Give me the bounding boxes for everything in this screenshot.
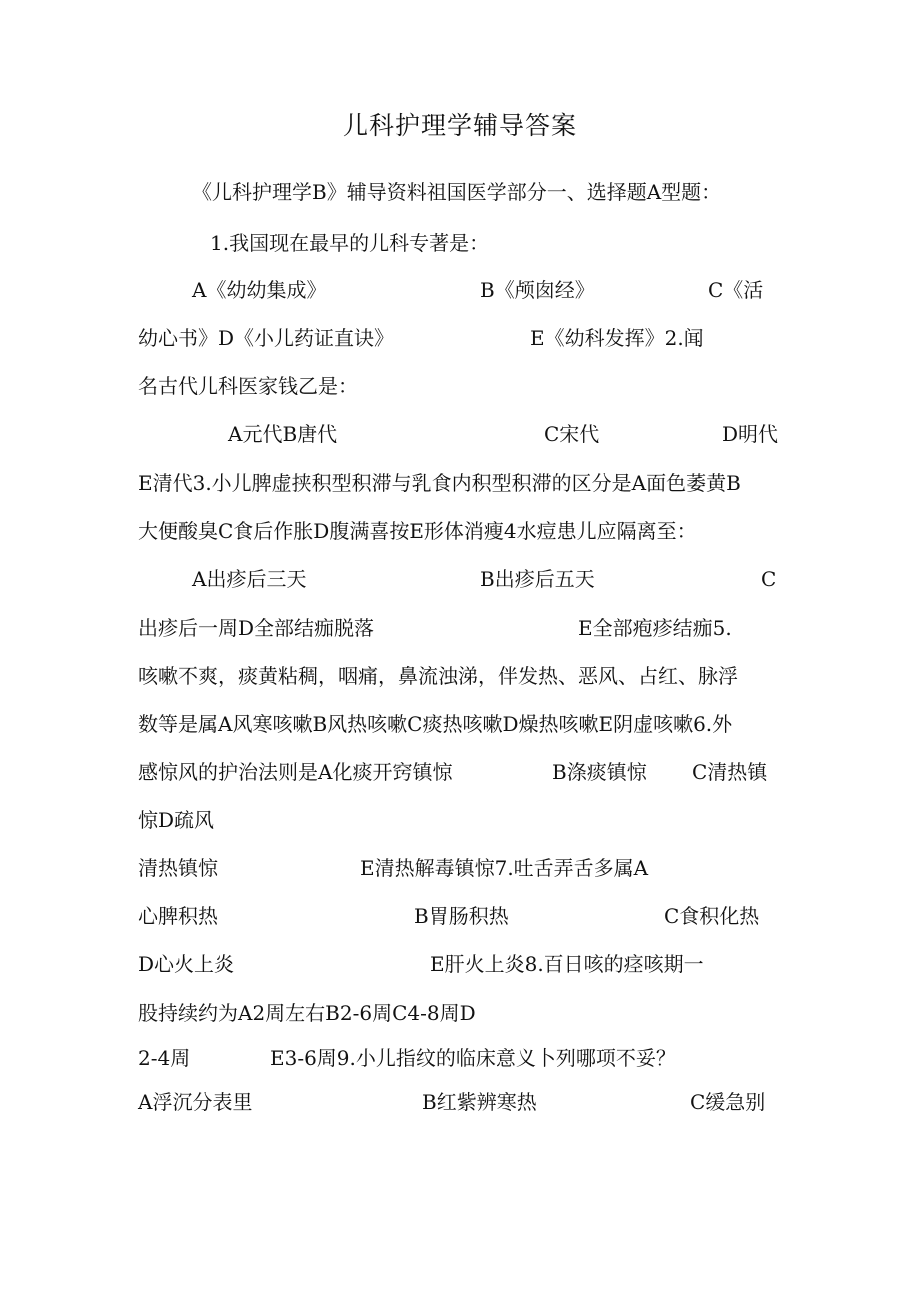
text-segment: 大便酸臭C食后作胀D腹满喜按E形体消瘦4水痘患儿应隔离至： — [138, 519, 697, 543]
text-segment: C — [761, 567, 777, 591]
text-line-4 — [0, 320, 920, 356]
text-segment: E清代3.小儿脾虚挟积型积滞与乳食内积型积滞的区分是A面色萎黄B — [138, 471, 741, 495]
text-line-19 — [0, 1040, 920, 1076]
text-line-13 — [0, 754, 920, 790]
text-line-20 — [0, 1084, 920, 1120]
text-segment: 惊D疏风 — [138, 808, 215, 832]
text-segment: B出疹后五天 — [480, 567, 595, 591]
text-line-18 — [0, 995, 920, 1031]
text-segment: B胃肠积热 — [414, 904, 509, 928]
text-segment: C清热镇 — [692, 760, 768, 784]
text-segment: 1.我国现在最早的儿科专著是： — [210, 231, 490, 255]
text-segment: B涤痰镇惊 — [552, 760, 647, 784]
text-segment: D明代 — [722, 422, 779, 446]
text-line-14 — [0, 802, 920, 838]
text-line-6 — [0, 416, 920, 452]
text-segment: C《活 — [708, 278, 764, 302]
text-segment: B红紫辨寒热 — [422, 1090, 537, 1114]
text-segment: 咳嗽不爽，痰黄粘稠，咽痛，鼻流浊涕，伴发热、恶风、占红、脉浮 — [138, 664, 738, 688]
text-segment: A《幼幼集成》 — [192, 278, 327, 302]
text-segment: A浮沉分表里 — [138, 1090, 253, 1114]
text-segment: 幼心书》D《小儿药证直诀》 — [138, 326, 395, 350]
text-segment: 《儿科护理学B》辅导资料祖国医学部分一、选择题A型题： — [192, 180, 722, 204]
text-line-2 — [0, 225, 920, 261]
text-line-10 — [0, 610, 920, 646]
text-segment: E3-6周9.小儿指纹的临床意义卜列哪项不妥？ — [270, 1046, 676, 1070]
text-segment: E肝火上炎8.百日咳的痉咳期一 — [430, 952, 704, 976]
text-segment: 感惊风的护治法则是A化痰开窍镇惊 — [138, 760, 453, 784]
text-line-12 — [0, 706, 920, 742]
text-line-1 — [0, 174, 920, 210]
text-segment: D心火上炎 — [138, 952, 235, 976]
text-segment: 出疹后一周D全部结痂脱落 — [138, 616, 375, 640]
text-segment: 名古代儿科医家钱乙是： — [138, 374, 358, 398]
text-line-17 — [0, 946, 920, 982]
text-segment: A元代B唐代 — [228, 422, 338, 446]
text-segment: C缓急别 — [690, 1090, 766, 1114]
text-line-11 — [0, 658, 920, 694]
text-segment: E全部疱疹结痂5. — [578, 616, 732, 640]
text-line-15 — [0, 850, 920, 886]
text-line-5 — [0, 368, 920, 404]
text-segment: 心脾积热 — [138, 904, 218, 928]
text-line-7 — [0, 465, 920, 501]
text-segment: 数等是属A风寒咳嗽B风热咳嗽C痰热咳嗽D燥热咳嗽E阴虚咳嗽6.外 — [138, 712, 733, 736]
text-segment: E《幼科发挥》2.闻 — [530, 326, 704, 350]
text-segment: C食积化热 — [664, 904, 760, 928]
text-line-8 — [0, 513, 920, 549]
text-segment: 股持续约为A2周左右B2-6周C4-8周D — [138, 1001, 476, 1025]
text-segment: B《颅囱经》 — [480, 278, 595, 302]
text-line-3 — [0, 272, 920, 308]
text-line-9 — [0, 561, 920, 597]
text-line-16 — [0, 898, 920, 934]
text-segment: E清热解毒镇惊7.吐舌弄舌多属A — [360, 856, 649, 880]
text-segment: C宋代 — [544, 422, 600, 446]
text-segment: 2-4周 — [138, 1046, 191, 1070]
document-title: 儿科护理学辅导答案 — [342, 111, 577, 140]
text-segment: 清热镇惊 — [138, 856, 218, 880]
text-segment: A出疹后三天 — [192, 567, 307, 591]
